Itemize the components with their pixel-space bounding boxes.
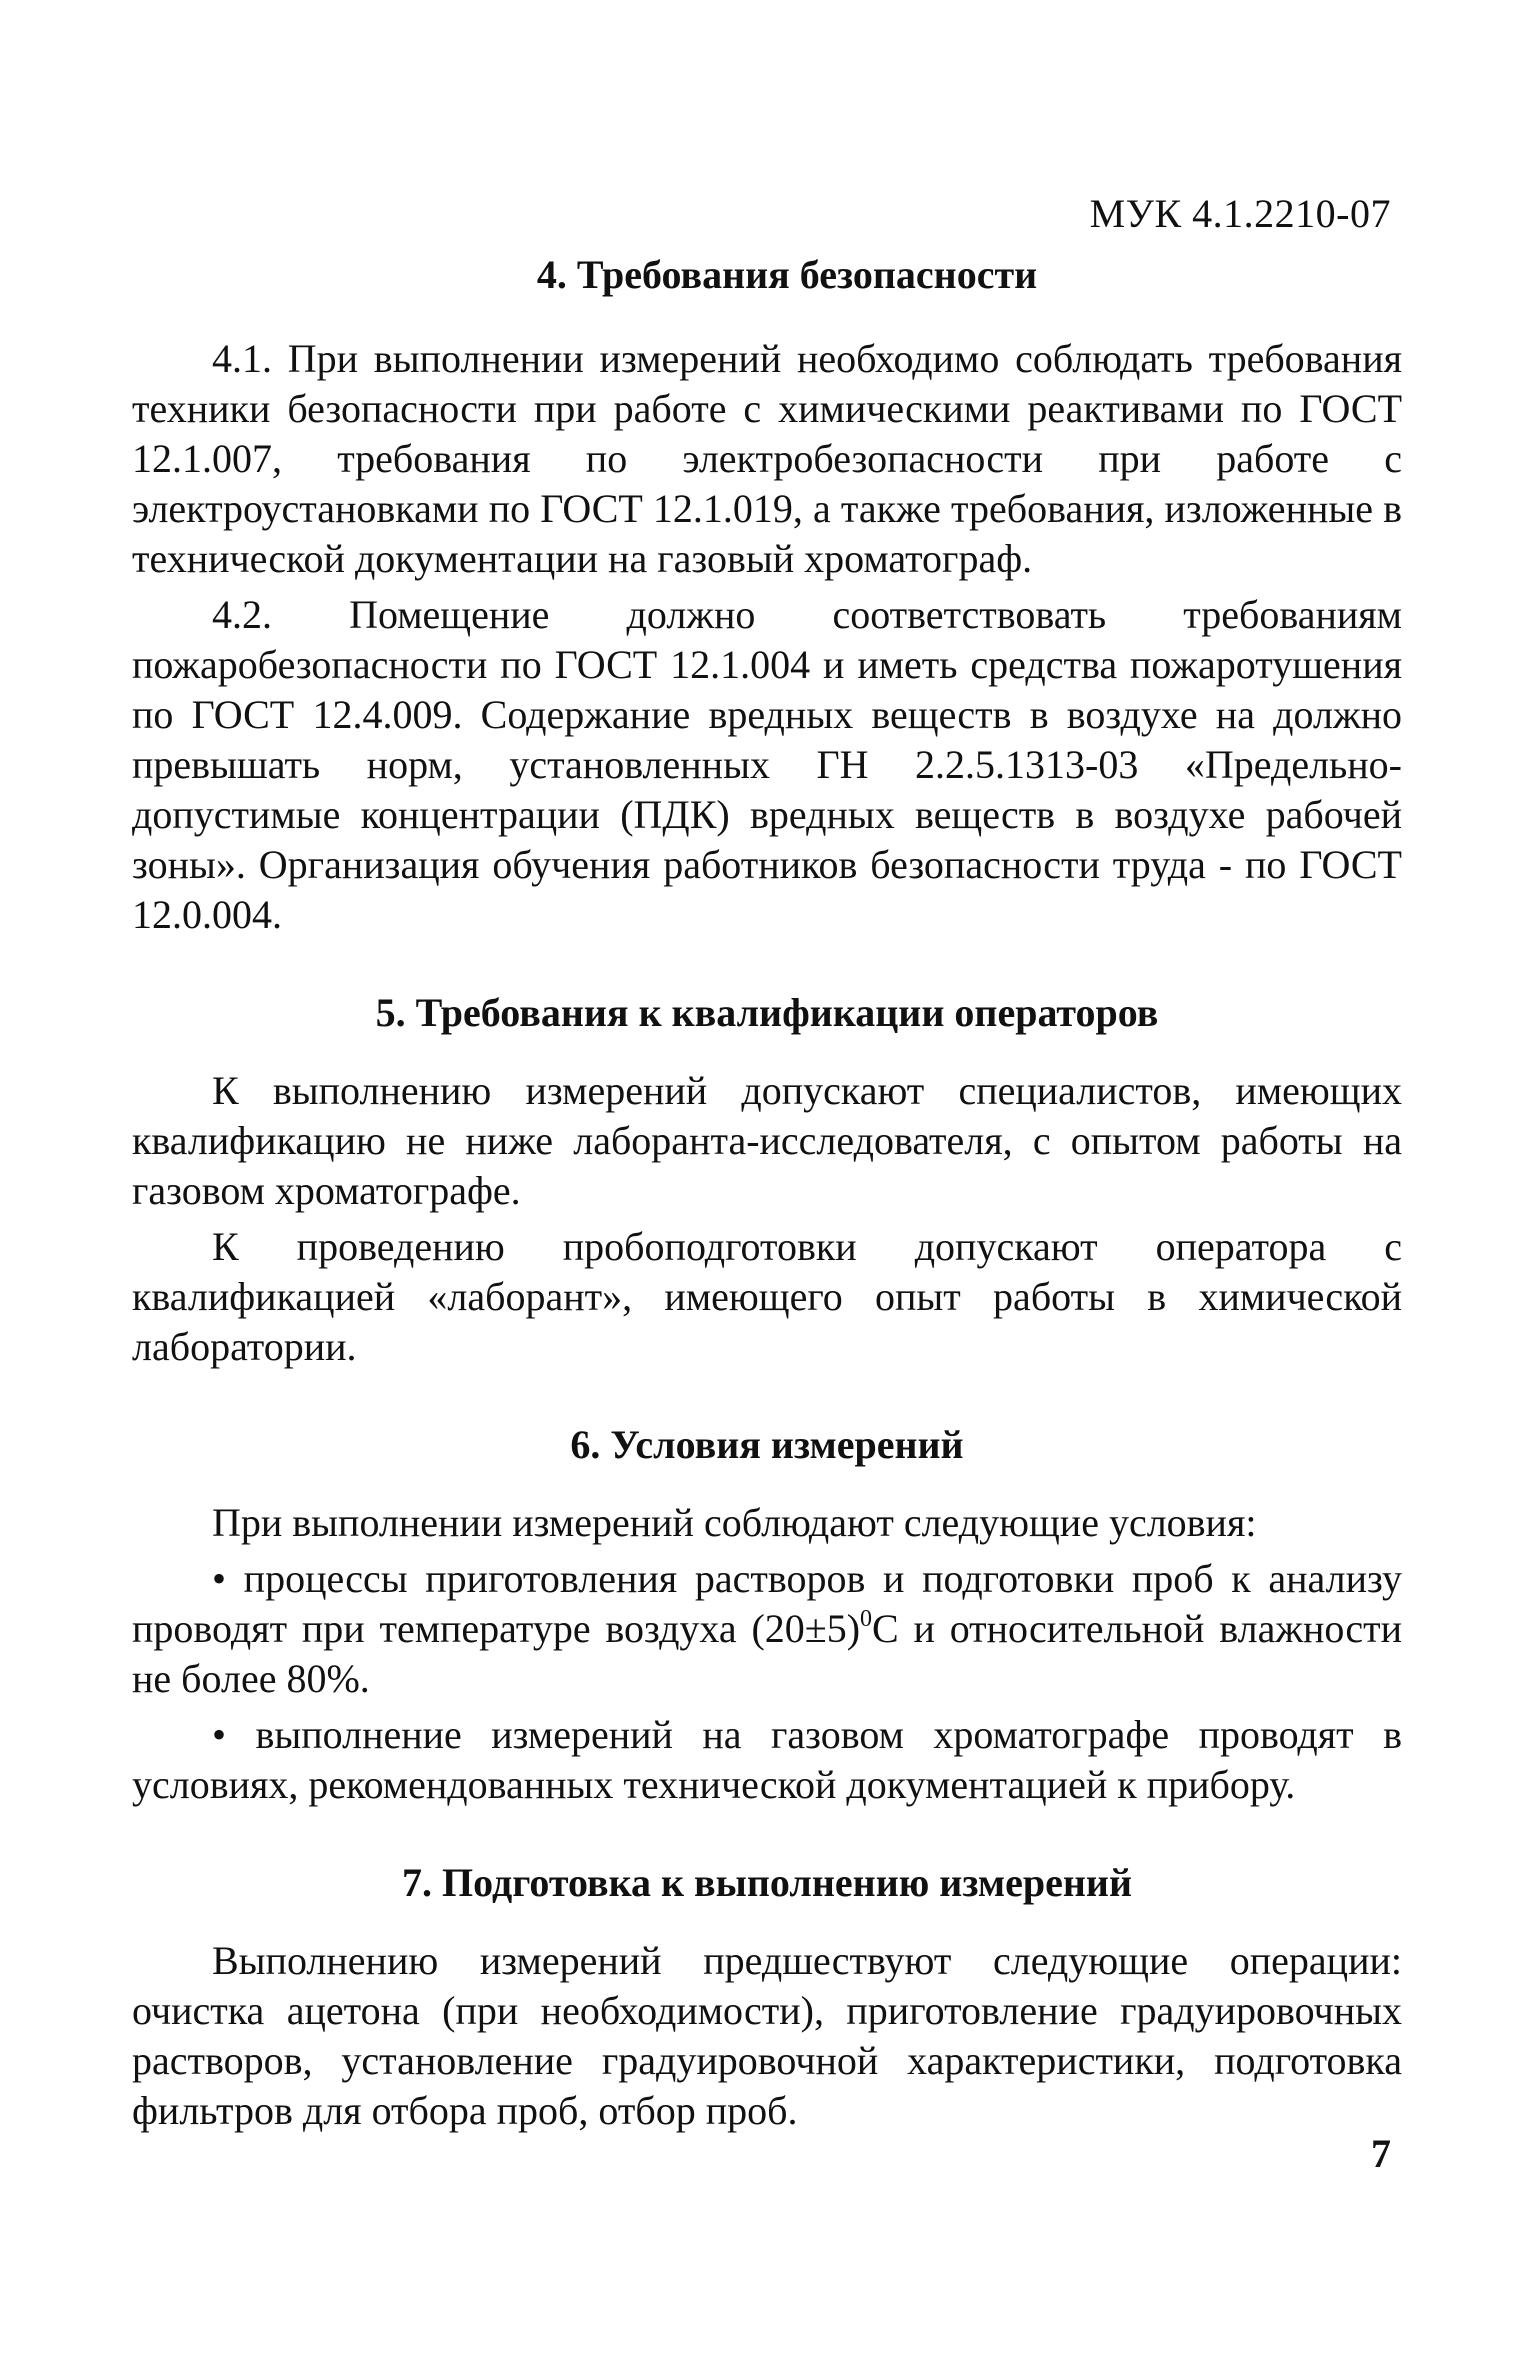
paragraph-7-1: Выполнению измерений предшествуют следующие операции: очистка ацетона (при необходимости), приготовление градуировочных растворов, установление градуировочной характеристики, подготовка фильтров для отбора проб, отбор проб. [132,1938,1402,2133]
section-4 [132,250,1402,940]
list-item-conditions-2 [132,1710,1402,1810]
list-item-text: С и относительной влажности не более 80%. [132,1606,1403,1701]
list-item-conditions-1 [132,1554,1402,1704]
page-number: 7 [1371,2131,1391,2176]
section-5 [132,988,1402,1372]
list-item-text: выполнение измерений на газовом хроматографе проводят в условиях, рекомендованных технической документацией к прибору. [132,1712,1402,1807]
section-6 [132,1420,1402,1810]
paragraph-6-intro: При выполнении измерений соблюдают следующие условия: [212,1500,1257,1545]
section-6-title: 6. Условия измерений [570,1422,964,1467]
section-4-title: 4. Требования безопасности [536,252,1038,297]
section-5-title: 5. Требования к квалификации операторов [375,990,1159,1035]
paragraph-5-2: К проведению пробоподготовки допускают оператора с квалификацией «лаборант», имеющего опыт работы в химической лаборатории. [132,1224,1402,1369]
document-code: МУК 4.1.2210-07 [1089,191,1391,236]
superscript-degree: 0 [860,1606,873,1632]
section-7-title: 7. Подготовка к выполнению измерений [402,1860,1132,1905]
list-item-text: процессы приготовления растворов и подготовки проб к анализу проводят при температуре воздуха (20±5) [132,1556,1402,1651]
page-content [132,250,1402,2136]
paragraph-4-2: 4.2. Помещение должно соответствовать требованиям пожаробезопасности по ГОСТ 12.1.004 и иметь средства пожаротушения по ГОСТ 12.4.009. Содержание вредных веществ в воздухе на должно превышать норм, установленных ГН 2.2.5.1313-03 «Предельно-допустимые концентрации (ПДК) вредных веществ в воздухе рабочей зоны». Организация обучения работников безопасности труда - по ГОСТ 12.0.004. [132,592,1402,937]
section-7 [132,1858,1402,2136]
paragraph-4-1: 4.1. При выполнении измерений необходимо соблюдать требования техники безопасности при работе с химическими реактивами по ГОСТ 12.1.007, требования по электробезопасности при работе с электроустановками по ГОСТ 12.1.019, а также требования, изложенные в технической документации на газовый хроматограф. [132,336,1402,581]
paragraph-5-1: К выполнению измерений допускают специалистов, имеющих квалификацию не ниже лаборанта-исследователя, с опытом работы на газовом хроматографе. [132,1068,1402,1213]
